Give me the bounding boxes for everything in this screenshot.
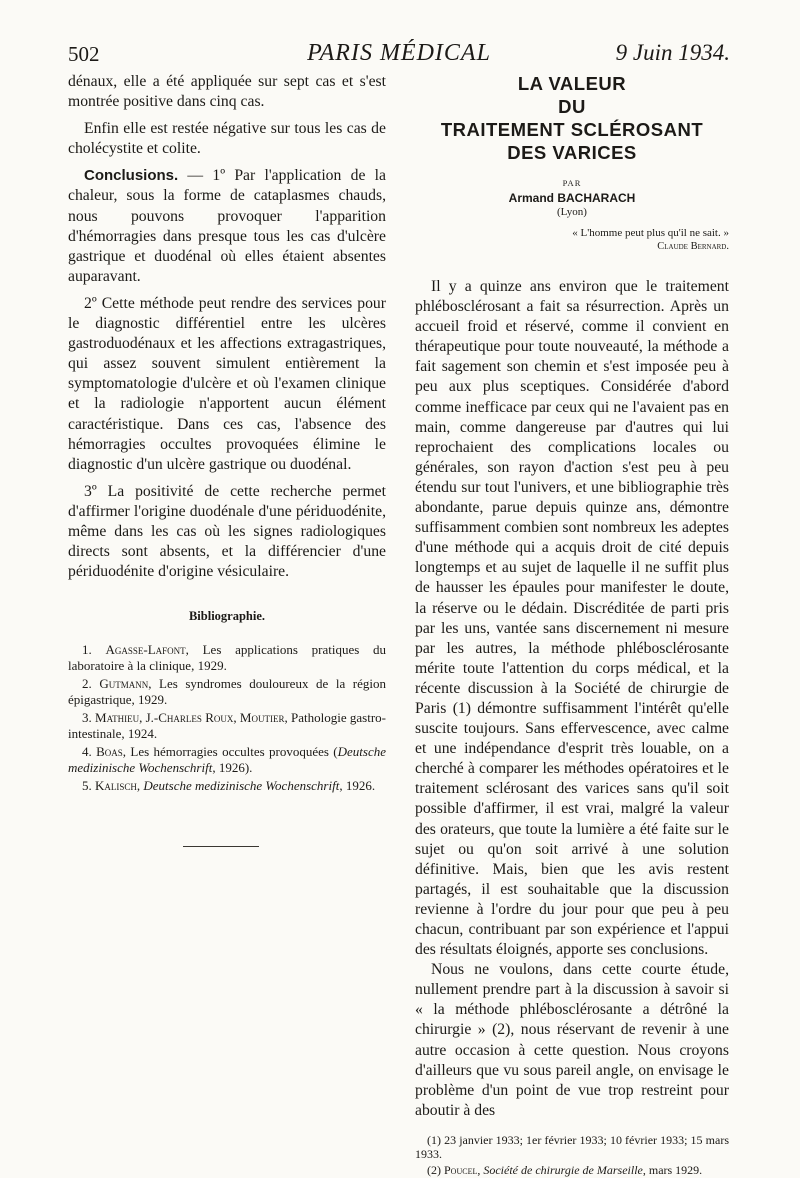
bibliography-list: [68, 642, 386, 794]
section-divider: [183, 846, 259, 847]
article-paragraph-1: Il y a quinze ans environ que le traitement phlébosclérosant a fait sa résurrection. Après un accueil froid et réservé, comme il convient en thérapeutique pour toute nouveauté, la méthode a fait sagement son chemin et s'est imposée peu à peu aux plus sceptiques. Considérée d'abord comme inefficace par ceux qui ne l'avaient pas en main, comme dangereuse par d'autres qui lui reprochaient des complications locales ou générales, son rayon d'action s'est peu à peu étendu sur tout l'univers, et une bibliographie très abondante, parue depuis quinze ans, démontre suffisamment combien sont nombreux les adeptes d'une méthode qui a acquis droit de cité depuis longtemps et au sujet de laquelle il ne suffit plus de hausser les épaules pour manifester le doute, la réserve ou le dédain. Discréditée de parti pris par les uns, vantée sans discernement ni mesure par les autres, la méthode phlébosclérosante mérite toute l'attention du corps médical, et la récente discussion à la Société de chirurgie de Paris (1) démontre suffisamment l'intérêt qu'elle suscite toujours. Sans effervescence, avec calme et une indépendance d'esprit très louable, on a cherché à comparer les méthodes opératoires et le traitement sclérosant des varices sans qu'il soit possible d'affirmer, il est vrai, malgré la valeur des orateurs, que toute la lumière a été faite sur le sujet ou qu'on soit arrivé à une solution définitive. Mais, bien que les avis restent partagés, il est souhaitable que la discussion revienne à l'ordre du jour pour que peu à peu chacun, contribuant par son expérience et l'appui des résultats éloignés, apporte ses conclusions.: [415, 278, 729, 959]
article-title-line-1: LA VALEUR: [517, 73, 627, 94]
bibliography-item: 5. Kalisch, Deutsche medizinische Wochenschrift, 1926.: [82, 778, 376, 794]
footnotes: [415, 1133, 729, 1178]
conclusions-text: — 1º Par l'application de la chaleur, sous la forme de cataplasmes chauds, nous pouvons provoquer l'apparition d'hémorragies dans presque tous les cas d'ulcère gastrique et duodénal où elles étaient absentes auparavant.: [68, 167, 386, 285]
footnote-1: (1) 23 janvier 1933; 1er février 1933; 10 février 1933; 15 mars 1933.: [415, 1132, 729, 1162]
page-header: [68, 40, 730, 72]
bibliography-item: 2. Gutmann, Les syndromes douloureux de la région épigastrique, 1929.: [68, 676, 386, 707]
paragraph-enfin: Enfin elle est restée négative sur tous les cas de cholécystite et colite.: [68, 120, 386, 158]
author-city: (Lyon): [557, 206, 587, 218]
bibliography-item: 3. Mathieu, J.-Charles Roux, Moutier, Pathologie gastro-intestinale, 1924.: [68, 710, 386, 741]
conclusions-label: Conclusions.: [84, 167, 179, 185]
bibliography-item: 1. Agasse-Lafont, Les applications pratiques du laboratoire à la clinique, 1929.: [68, 642, 386, 673]
paragraph-conclusion-3: 3º La positivité de cette recherche permet d'affirmer l'origine duodénale d'une périduodénite, même dans les cas où les signes radiologiques directs sont absents, et la différencier d'une périduodénite d'origine vésiculaire.: [68, 482, 386, 581]
article-author: Armand BACHARACH: [508, 191, 636, 205]
article-title-line-4: DES VARICES: [507, 142, 637, 163]
right-column: [415, 72, 729, 1178]
paragraph-conclusions: [68, 166, 386, 287]
article-body: [415, 277, 729, 1121]
paragraph-conclusion-2: 2º Cette méthode peut rendre des services pour le diagnostic différentiel entre les ulcères gastroduodénaux et les affections extragastriques, qui assez souvent simulent entièrement la symptomatologie d'ulcère et où l'examen clinique et la radiologie n'apportent aucun élément caractéristique. Dans ces cas, l'absence des hémorragies occultes provoquées élimine le diagnostic d'un ulcère gastrique ou duodénal.: [68, 294, 386, 473]
article-paragraph-2: Nous ne voulons, dans cette courte étude, nullement prendre part à la discussion à savoir si « la méthode phlébosclérosante a détrôné la chirurgie » (2), nous réservant de revenir à une autre occasion à cette question. Nous croyons d'ailleurs que vu sous pareil angle, on envisage le problème d'un point de vue trop restreint pour aboutir à des: [415, 961, 729, 1119]
bibliography-title: Bibliographie.: [188, 609, 266, 624]
article-title-line-3: TRAITEMENT SCLÉROSANT: [440, 119, 704, 140]
page-number: 502: [68, 42, 100, 66]
issue-date: 9 Juin 1934.: [615, 40, 730, 65]
journal-title: PARIS MÉDICAL: [307, 40, 491, 66]
footnote-2: (2) Poucel, Société de chirurgie de Marseille, mars 1929.: [427, 1162, 703, 1177]
bibliography-item: 4. Boas, Les hémorragies occultes provoquées (Deutsche medizinische Wochenschrift, 1926).: [68, 744, 386, 775]
paragraph-continued: dénaux, elle a été appliquée sur sept cas et s'est montrée positive dans cinq cas.: [68, 73, 386, 111]
left-column: [68, 72, 386, 847]
article-title-line-2: DU: [558, 96, 586, 117]
epigraph-author: Claude Bernard.: [657, 241, 729, 252]
by-line-par: PAR: [562, 178, 582, 188]
epigraph-quote: « L'homme peut plus qu'il ne sait. »: [572, 227, 729, 239]
